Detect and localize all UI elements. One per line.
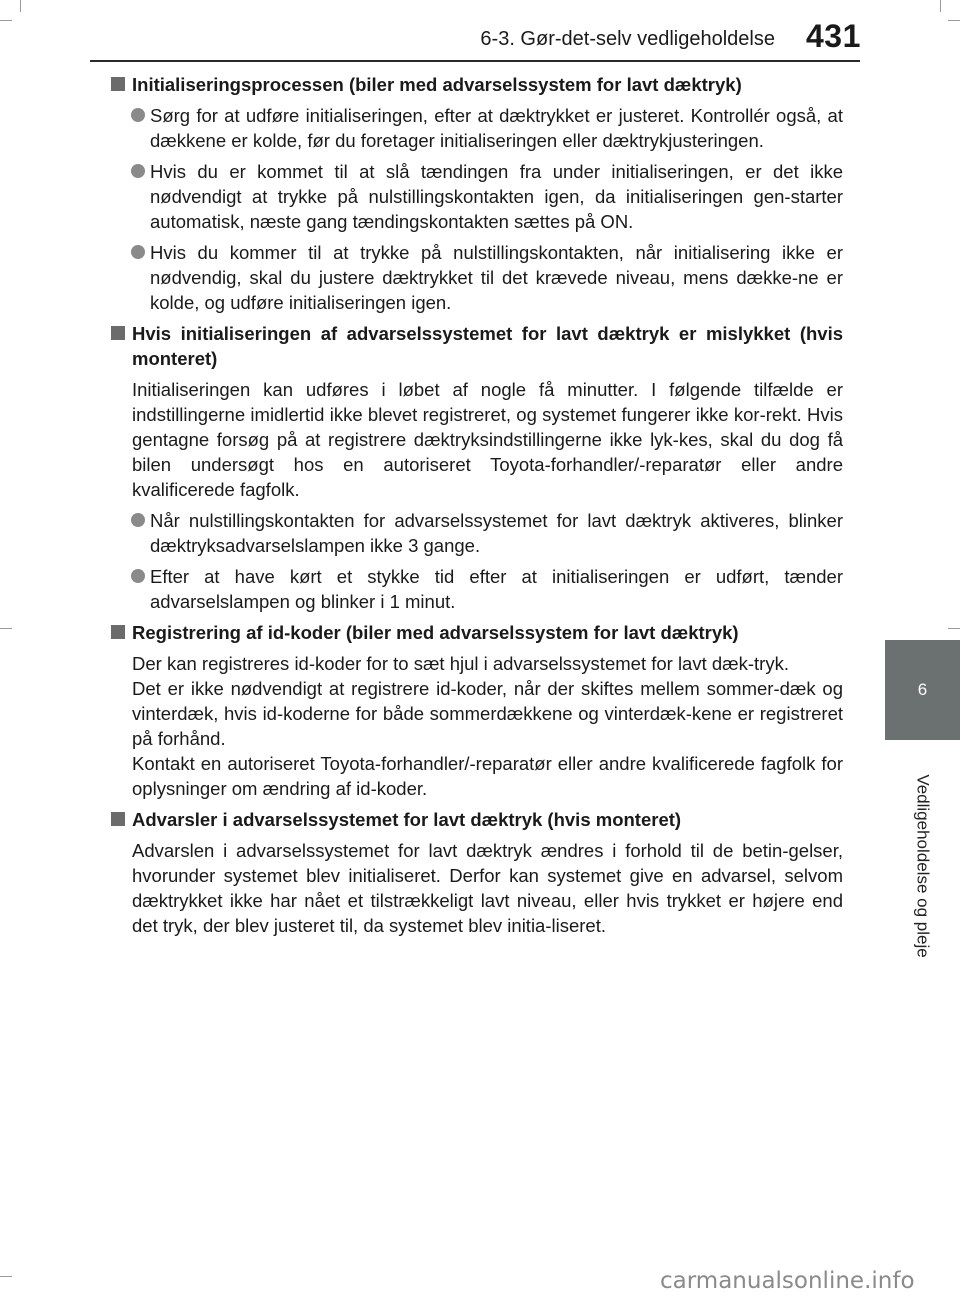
- bullet-item: Efter at have kørt et stykke tid efter at initialiseringen er udført, tænder advarselslampen og blinker i 1 minut.: [111, 564, 843, 614]
- crop-mark: [0, 1276, 12, 1277]
- crop-mark: [20, 0, 21, 12]
- body-paragraph: Initialiseringen kan udføres i løbet af nogle få minutter. I følgende tilfælde er indstillingerne imidlertid ikke blevet registreret, og systemet fungerer ikke kor-rekt. Hvis gentagne forsøg på at registrere dæktryksindstillingerne ikke lyk-kes, skal du dog få bilen undersøgt hos en autoriseret Toyota-forhandler/-reparatør eller andre kvalificerede fagfolk.: [132, 379, 843, 500]
- crop-mark: [0, 20, 12, 21]
- page-number: 431: [806, 18, 861, 54]
- paragraph-line: Der kan registreres id-koder for to sæt hjul i advarselssystemet for lavt dæk-tryk.: [132, 653, 789, 674]
- header-divider: [90, 60, 860, 62]
- crop-mark: [940, 0, 941, 12]
- bullet-item: Hvis du er kommet til at slå tændingen fra under initialiseringen, er det ikke nødvendigt at trykke på nulstillingskontakten igen, da initialiseringen gen-starter automatisk, næste gang tændingskontakten sættes på ON.: [111, 159, 843, 234]
- paragraph-line: Kontakt en autoriseret Toyota-forhandler/-reparatør eller andre kvalificerede fagfolk for oplysninger om ændring af id-koder.: [132, 753, 843, 799]
- body-paragraph: [111, 651, 843, 801]
- body-paragraph: Advarslen i advarselssystemet for lavt dæktryk ændres i forhold til de betin-gelser, hvorunder systemet blev initialiseret. Derfor kan systemet give en advarsel, selvom dæktrykket ikke har nået et tilstrækkeligt lavt niveau, eller hvis trykket er højere end det tryk, der blev justeret til, da systemet blev initia-liseret.: [132, 840, 843, 936]
- chapter-title: Vedligeholdelse og pleje: [913, 773, 933, 958]
- crop-mark: [948, 20, 960, 21]
- section-heading: Initialiseringsprocessen (biler med advarselssystem for lavt dæktryk): [111, 72, 843, 97]
- bullet-item: Sørg for at udføre initialiseringen, efter at dæktrykket er justeret. Kontrollér også, at dækkene er kolde, før du foretager initialiseringen eller dæktrykjusteringen.: [111, 103, 843, 153]
- section-title: 6-3. Gør-det-selv vedligeholdelse: [480, 28, 775, 50]
- crop-mark: [0, 628, 12, 629]
- bullet-item: Hvis du kommer til at trykke på nulstillingskontakten, når initialisering ikke er nødvendig, skal du justere dæktrykket til det krævede niveau, mens dække-ne er kolde, og udføre initialiseringen igen.: [111, 240, 843, 315]
- paragraph-line: Det er ikke nødvendigt at registrere id-koder, når der skiftes mellem sommer-dæk og vinterdæk, hvis id-koderne for både sommerdækkene og vinterdæk-kene er registreret på forhånd.: [132, 678, 843, 749]
- chapter-side-label: [885, 748, 960, 983]
- section-heading: Registrering af id-koder (biler med advarselssystem for lavt dæktryk): [111, 620, 843, 645]
- chapter-number: 6: [917, 680, 928, 699]
- bullet-item: Når nulstillingskontakten for advarselssystemet for lavt dæktryk aktiveres, blinker dæktryksadvarselslampen ikke 3 gange.: [111, 508, 843, 558]
- chapter-tab: [885, 640, 960, 740]
- section-heading: Hvis initialiseringen af advarselssystemet for lavt dæktryk er mislykket (hvis monteret): [111, 321, 843, 371]
- page-content: [111, 72, 843, 938]
- crop-mark: [948, 628, 960, 629]
- watermark-text: carmanualsonline.info: [660, 1268, 915, 1294]
- section-heading: Advarsler i advarselssystemet for lavt dæktryk (hvis monteret): [111, 807, 843, 832]
